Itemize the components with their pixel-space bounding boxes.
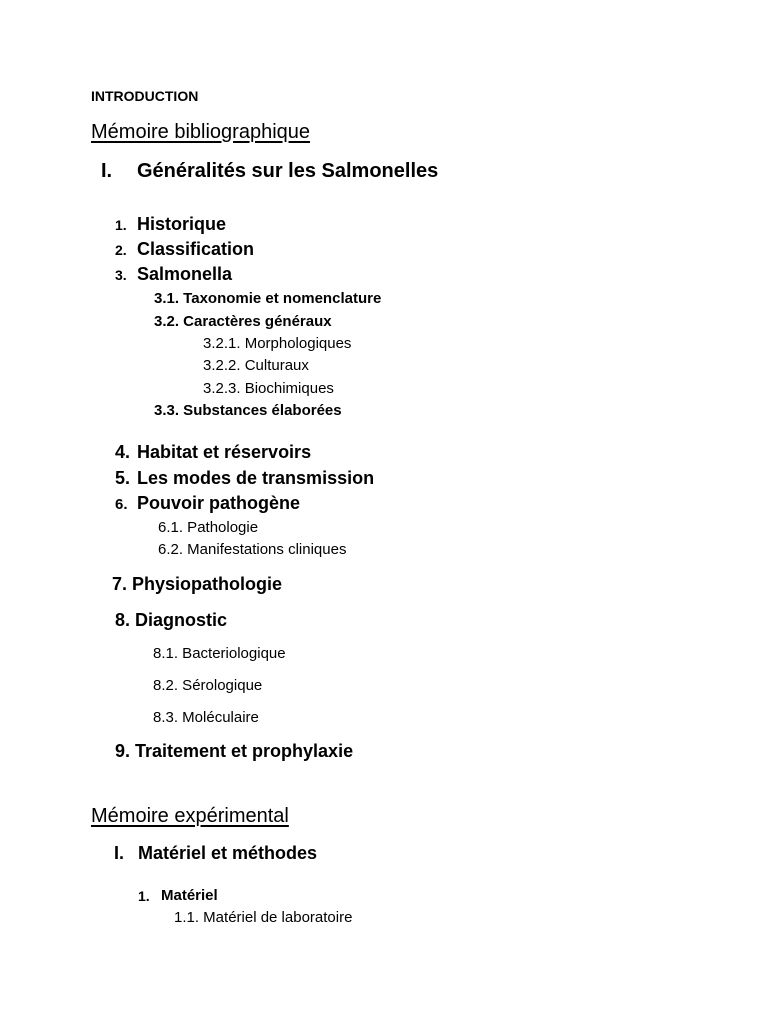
sub-3-1: 3.1. Taxonomie et nomenclature	[154, 290, 382, 307]
sub-3-2: 3.2. Caractères généraux	[154, 313, 332, 330]
part2-item-1-number: 1.	[138, 888, 150, 904]
item-7: 7. Physiopathologie	[112, 574, 283, 594]
part1-roman-title: Généralités sur les Salmonelles	[137, 160, 439, 182]
item-6-label: Pouvoir pathogène	[137, 493, 301, 513]
item-9: 9. Traitement et prophylaxie	[115, 741, 354, 761]
item-2-label: Classification	[137, 239, 255, 259]
sub-3-2-3: 3.2.3. Biochimiques	[203, 380, 334, 397]
item-6-number: 6.	[115, 496, 128, 513]
item-5-label: Les modes de transmission	[137, 468, 375, 488]
sub-3-3: 3.3. Substances élaborées	[154, 402, 342, 419]
part2-sub-1-1: 1.1. Matériel de laboratoire	[174, 909, 353, 926]
part1-roman-numeral: I.	[101, 160, 113, 182]
part2-roman-numeral: I.	[114, 843, 125, 863]
item-2-number: 2.	[115, 242, 127, 258]
item-4-number: 4.	[115, 442, 131, 462]
part1-title: Mémoire bibliographique	[91, 121, 311, 143]
sub-8-2: 8.2. Sérologique	[153, 677, 263, 694]
sub-3-2-1: 3.2.1. Morphologiques	[203, 335, 352, 352]
item-3-label: Salmonella	[137, 264, 233, 284]
item-8: 8. Diagnostic	[115, 610, 228, 630]
sub-8-3: 8.3. Moléculaire	[153, 709, 259, 726]
part2-roman-title: Matériel et méthodes	[138, 843, 318, 863]
item-4-label: Habitat et réservoirs	[137, 442, 312, 462]
sub-8-1: 8.1. Bacteriologique	[153, 645, 286, 662]
item-5-number: 5.	[115, 468, 131, 488]
part2-item-1-label: Matériel	[161, 887, 218, 904]
intro-heading: INTRODUCTION	[91, 88, 199, 104]
item-3-number: 3.	[115, 267, 127, 283]
sub-6-1: 6.1. Pathologie	[158, 519, 259, 536]
item-1-number: 1.	[115, 217, 127, 233]
part2-title: Mémoire expérimental	[91, 805, 289, 827]
item-1-label: Historique	[137, 214, 227, 234]
sub-3-2-2: 3.2.2. Culturaux	[203, 357, 309, 374]
sub-6-2: 6.2. Manifestations cliniques	[158, 541, 347, 558]
